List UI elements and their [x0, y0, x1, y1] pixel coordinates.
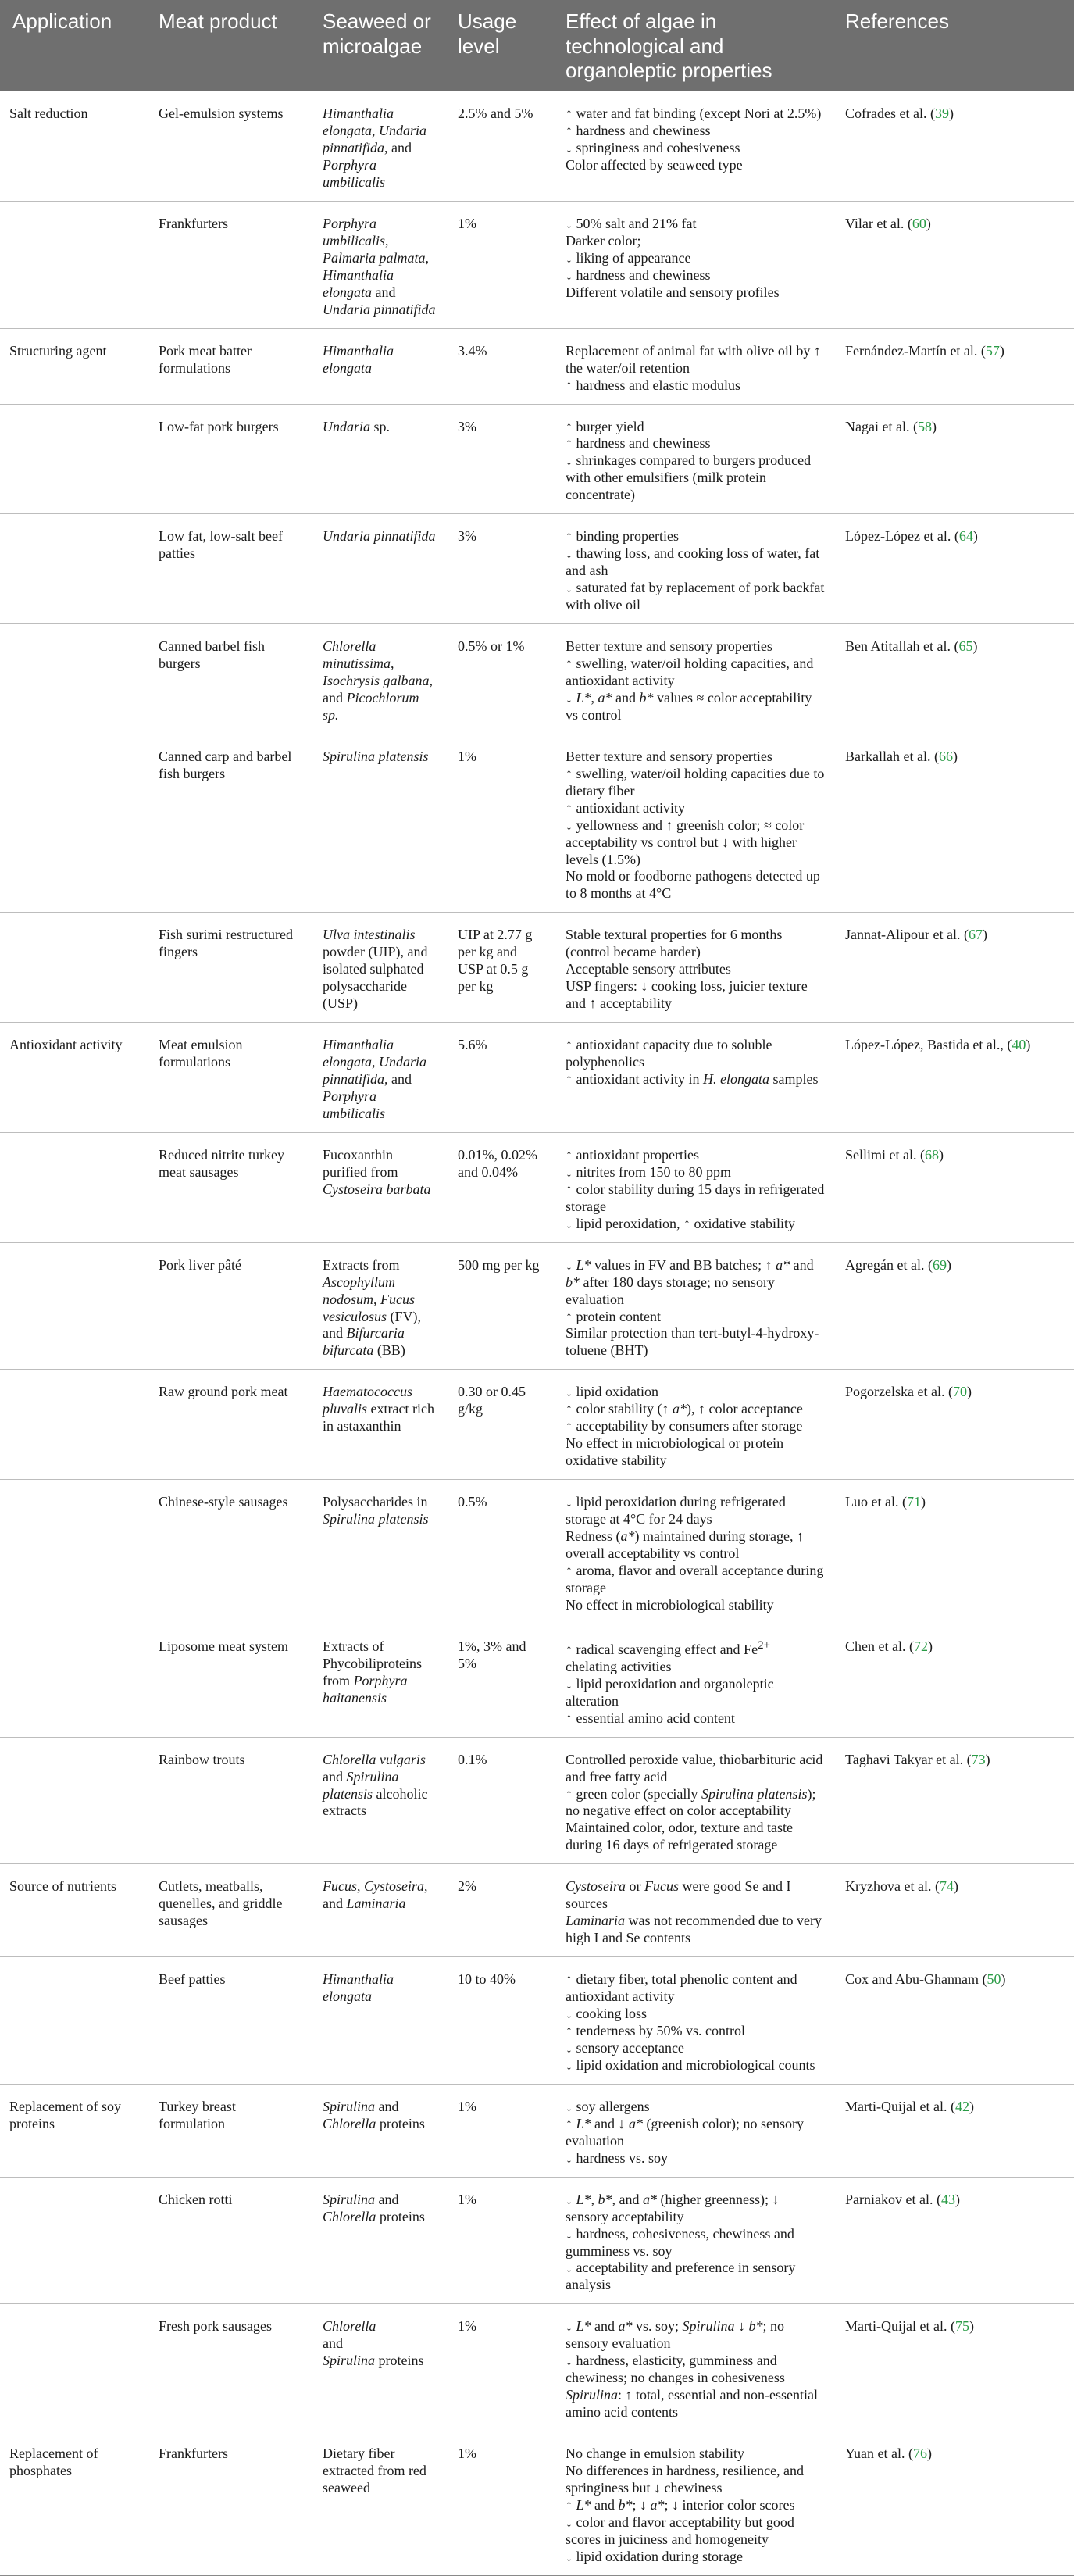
effect-line: ↑ green color (specially Spirulina platensis); no negative effect on color acceptability [566, 1785, 816, 1819]
reference-text: Vilar et al. ( [845, 215, 912, 231]
reference-close: ) [966, 1384, 972, 1400]
reference-close: ) [927, 1638, 933, 1654]
application-cell: Structuring agent [0, 328, 146, 404]
reference-close: ) [926, 2446, 932, 2462]
effect-line: ↑ hardness and chewiness [566, 123, 711, 139]
reference-cell [833, 2304, 1074, 2431]
header-meat-product: Meat product [146, 0, 310, 91]
table-row [0, 1132, 1074, 1242]
algae-cell: Ulva intestinalis powder (UIP), and isolated sulphated polysaccharide (USP) [310, 913, 445, 1023]
reference-text: Parniakov et al. ( [845, 2191, 941, 2207]
meat-product-cell: Cutlets, meatballs, quenelles, and griddle sausages [146, 1864, 310, 1957]
reference-text: Yuan et al. ( [845, 2446, 913, 2462]
effects-cell [553, 1957, 833, 2085]
effect-line: No effect in microbiological or protein oxidative stability [566, 1435, 784, 1469]
table-row [0, 1023, 1074, 1133]
table-row [0, 201, 1074, 328]
reference-text: Ben Atitallah et al. ( [845, 638, 959, 655]
table-row [0, 2304, 1074, 2431]
effects-cell [553, 1624, 833, 1737]
effects-cell [553, 1023, 833, 1133]
reference-close: ) [972, 638, 978, 655]
effect-line: ↑ antioxidant activity [566, 799, 685, 816]
reference-text: López-López et al. ( [845, 528, 959, 545]
reference-text: Nagai et al. ( [845, 418, 918, 434]
effects-cell [553, 2431, 833, 2576]
reference-close: ) [972, 528, 978, 545]
reference-link[interactable]: 50 [987, 1971, 1001, 1988]
application-cell [0, 514, 146, 624]
effect-line: Stable textural properties for 6 months (control became harder) [566, 927, 783, 960]
effect-line: ↓ lipid peroxidation during refrigerated storage at 4°C for 24 days [566, 1494, 786, 1527]
reference-close: ) [946, 1256, 951, 1273]
table-row [0, 514, 1074, 624]
algae-cell: Spirulina platensis [310, 734, 445, 913]
effects-cell [553, 91, 833, 201]
meat-product-cell: Meat emulsion formulations [146, 1023, 310, 1133]
reference-cell [833, 1242, 1074, 1370]
reference-link[interactable]: 43 [940, 2191, 955, 2207]
meat-product-cell: Canned barbel fish burgers [146, 624, 310, 734]
effects-cell [553, 1242, 833, 1370]
effects-cell [553, 1132, 833, 1242]
algae-cell: Spirulina and Chlorella proteins [310, 2084, 445, 2177]
table-row [0, 913, 1074, 1023]
usage-level-cell: 0.5% [445, 1480, 553, 1624]
effect-line: ↓ hardness, elasticity, gumminess and chewiness; no changes in cohesiveness [566, 2353, 785, 2386]
meat-product-cell: Canned carp and barbel fish burgers [146, 734, 310, 913]
application-cell [0, 1370, 146, 1480]
effect-line: ↑ antioxidant properties [566, 1146, 699, 1163]
reference-link[interactable]: 64 [958, 528, 973, 545]
meat-product-cell: Fresh pork sausages [146, 2304, 310, 2431]
effect-line: Controlled peroxide value, thiobarbituric acid and free fatty acid [566, 1751, 823, 1785]
reference-cell [833, 2177, 1074, 2304]
effects-cell [553, 328, 833, 404]
table-row [0, 734, 1074, 913]
effect-line: ↓ L* values in FV and BB batches; ↑ a* and b* after 180 days storage; no sensory evaluation [566, 1256, 814, 1307]
algae-cell: Extracts from Ascophyllum nodosum, Fucus vesiculosus (FV), and Bifurcaria bifurcata (BB) [310, 1242, 445, 1370]
reference-link[interactable]: 57 [985, 342, 1000, 359]
effect-line: ↑ burger yield [566, 418, 644, 434]
effect-line: ↑ color stability during 15 days in refrigerated storage [566, 1181, 825, 1214]
reference-cell [833, 91, 1074, 201]
reference-text: Cox and Abu-Ghannam ( [845, 1971, 987, 1988]
reference-close: ) [952, 748, 958, 764]
reference-close: ) [926, 215, 931, 231]
usage-level-cell: 0.01%, 0.02% and 0.04% [445, 1132, 553, 1242]
algae-cell: Polysaccharides in Spirulina platensis [310, 1480, 445, 1624]
algae-cell: Himanthalia elongata, Undaria pinnatifida, and Porphyra umbilicalis [310, 91, 445, 201]
header-references: References [833, 0, 1074, 91]
effect-line: ↓ saturated fat by replacement of pork backfat with olive oil [566, 580, 825, 613]
meat-product-cell: Chinese-style sausages [146, 1480, 310, 1624]
effects-cell [553, 2304, 833, 2431]
usage-level-cell: UIP at 2.77 g per kg and USP at 0.5 g per kg [445, 913, 553, 1023]
algae-cell: Spirulina and Chlorella proteins [310, 2177, 445, 2304]
reference-cell [833, 1370, 1074, 1480]
usage-level-cell: 3% [445, 514, 553, 624]
meat-product-cell: Low-fat pork burgers [146, 404, 310, 514]
effect-line: Spirulina: ↑ total, essential and non-essential amino acid contents [566, 2387, 818, 2421]
effect-line: Replacement of animal fat with olive oil by ↑ the water/oil retention [566, 342, 821, 376]
reference-text: Agregán et al. ( [845, 1256, 933, 1273]
effect-line: ↓ hardness and chewiness [566, 266, 711, 283]
reference-cell [833, 913, 1074, 1023]
effect-line: ↓ thawing loss, and cooking loss of water, fat and ash [566, 545, 820, 579]
meat-product-cell: Rainbow trouts [146, 1737, 310, 1864]
header-effect: Effect of algae in technological and organoleptic properties [553, 0, 833, 91]
reference-link[interactable]: 65 [958, 638, 973, 655]
effect-line: No effect in microbiological stability [566, 1596, 774, 1613]
effect-line: ↑ water and fat binding (except Nori at 2.5%) [566, 105, 822, 122]
algae-cell: Dietary fiber extracted from red seaweed [310, 2431, 445, 2576]
table-row [0, 1957, 1074, 2085]
effect-line: ↓ L* and a* vs. soy; Spirulina ↓ b*; no sensory evaluation [566, 2318, 785, 2352]
effect-line: ↑ swelling, water/oil holding capacities due to dietary fiber [566, 765, 825, 799]
reference-link[interactable]: 76 [912, 2446, 927, 2462]
algae-cell: Undaria pinnatifida [310, 514, 445, 624]
effect-line: ↑ aroma, flavor and overall acceptance during storage [566, 1562, 824, 1595]
effect-line: ↓ lipid peroxidation and organoleptic alteration [566, 1675, 774, 1709]
effect-line: ↓ hardness, cohesiveness, chewiness and gumminess vs. soy [566, 2225, 794, 2259]
effect-line: No change in emulsion stability [566, 2446, 744, 2462]
usage-level-cell: 1% [445, 2177, 553, 2304]
effect-line: ↓ lipid peroxidation, ↑ oxidative stability [566, 1215, 795, 1231]
effect-line: ↓ liking of appearance [566, 249, 691, 266]
reference-close: ) [953, 1878, 958, 1895]
reference-close: ) [969, 2318, 974, 2335]
algae-cell: Fucus, Cystoseira, and Laminaria [310, 1864, 445, 1957]
reference-text: Marti-Quijal et al. ( [845, 2318, 955, 2335]
algae-cell: Extracts of Phycobiliproteins from Porphyra haitanensis [310, 1624, 445, 1737]
reference-cell [833, 734, 1074, 913]
reference-text: Cofrades et al. ( [845, 105, 935, 122]
reference-link[interactable]: 66 [938, 748, 953, 764]
header-usage-level: Usage level [445, 0, 553, 91]
usage-level-cell: 3% [445, 404, 553, 514]
effect-line: ↓ L*, a* and b* values ≈ color acceptability vs control [566, 689, 812, 723]
application-cell [0, 1737, 146, 1864]
meat-product-cell: Gel-emulsion systems [146, 91, 310, 201]
table-row [0, 328, 1074, 404]
algae-cell: Fucoxanthin purified from Cystoseira barbata [310, 1132, 445, 1242]
application-cell [0, 2177, 146, 2304]
effects-cell [553, 734, 833, 913]
effect-line: Acceptable sensory attributes [566, 961, 731, 977]
reference-link[interactable]: 72 [913, 1638, 928, 1654]
effect-line: No mold or foodborne pathogens detected up to 8 months at 4°C [566, 868, 820, 902]
reference-text: Barkallah et al. ( [845, 748, 939, 764]
effect-line: ↑ L* and b*; ↓ a*; ↓ interior color scores [566, 2496, 795, 2513]
reference-cell [833, 1480, 1074, 1624]
effect-line: ↓ L*, b*, and a* (higher greenness); ↓ sensory acceptability [566, 2191, 780, 2224]
algae-cell: Haematococcus pluvalis extract rich in astaxanthin [310, 1370, 445, 1480]
reference-close: ) [938, 1146, 944, 1163]
table-row [0, 1480, 1074, 1624]
meat-product-cell: Raw ground pork meat [146, 1370, 310, 1480]
effect-line: ↑ color stability (↑ a*), ↑ color acceptance [566, 1401, 803, 1417]
effect-line: Cystoseira or Fucus were good Se and I sources [566, 1878, 791, 1912]
effect-line: ↑ radical scavenging effect and $Fe^{2+}$ chelating activities [566, 1638, 771, 1674]
usage-level-cell: 1%, 3% and 5% [445, 1624, 553, 1737]
effect-line: ↓ cooking loss [566, 2006, 648, 2022]
application-cell: Replacement of phosphates [0, 2431, 146, 2576]
table-row [0, 1737, 1074, 1864]
application-cell [0, 734, 146, 913]
reference-cell [833, 404, 1074, 514]
algae-cell: Porphyra umbilicalis, Palmaria palmata, Himanthalia elongata and Undaria pinnatifida [310, 201, 445, 328]
reference-cell [833, 1624, 1074, 1737]
reference-link[interactable]: 67 [968, 927, 983, 943]
effect-line: ↓ acceptability and preference in sensory analysis [566, 2260, 796, 2293]
meat-product-cell: Frankfurters [146, 201, 310, 328]
usage-level-cell: 1% [445, 2431, 553, 2576]
meat-product-cell: Frankfurters [146, 2431, 310, 2576]
table-row [0, 2177, 1074, 2304]
table-header [0, 0, 1074, 91]
effect-line: Similar protection than tert-butyl-4-hydroxy-toluene (BHT) [566, 1325, 819, 1359]
usage-level-cell: 0.1% [445, 1737, 553, 1864]
reference-cell [833, 2431, 1074, 2576]
application-cell [0, 404, 146, 514]
effect-line: Darker color; [566, 232, 641, 248]
effect-line: ↓ lipid oxidation [566, 1384, 658, 1400]
reference-cell [833, 1864, 1074, 1957]
effects-cell [553, 2177, 833, 2304]
usage-level-cell: 1% [445, 2084, 553, 2177]
effects-cell [553, 1370, 833, 1480]
table-row [0, 624, 1074, 734]
application-cell [0, 1624, 146, 1737]
usage-level-cell: 2.5% and 5% [445, 91, 553, 201]
application-cell [0, 1132, 146, 1242]
effect-line: ↓ shrinkages compared to burgers produced with other emulsifiers (milk protein concentrate) [566, 452, 812, 503]
effects-cell [553, 2084, 833, 2177]
reference-close: ) [948, 105, 954, 122]
reference-link[interactable]: 69 [932, 1256, 947, 1273]
application-cell [0, 2304, 146, 2431]
effect-line: ↑ protein content [566, 1308, 661, 1324]
reference-text: Sellimi et al. ( [845, 1146, 925, 1163]
meat-product-cell: Low fat, low-salt beef patties [146, 514, 310, 624]
reference-text: López-López, Bastida et al., ( [845, 1037, 1012, 1053]
reference-link[interactable]: 58 [917, 418, 932, 434]
algae-cell: Undaria sp. [310, 404, 445, 514]
reference-link[interactable]: 68 [924, 1146, 939, 1163]
application-cell [0, 201, 146, 328]
usage-level-cell: 2% [445, 1864, 553, 1957]
effects-cell [553, 404, 833, 514]
effect-line: ↓ yellowness and ↑ greenish color; ≈ color acceptability vs control but ↓ with higher levels (1.5%) [566, 816, 805, 867]
algae-cell: Chlorella and Spirulina proteins [310, 2304, 445, 2431]
effect-line: Redness (a*) maintained during storage, ↑ overall acceptability vs control [566, 1528, 804, 1562]
application-cell [0, 913, 146, 1023]
meat-product-cell: Pork meat batter formulations [146, 328, 310, 404]
header-row [0, 0, 1074, 91]
effect-line: ↓ sensory acceptance [566, 2039, 684, 2056]
reference-close: ) [985, 1751, 990, 1767]
reference-link[interactable]: 40 [1012, 1037, 1026, 1053]
effect-line: Maintained color, odor, texture and taste during 16 days of refrigerated storage [566, 1820, 793, 1853]
header-application: Application [0, 0, 146, 91]
reference-cell [833, 201, 1074, 328]
meat-product-cell: Liposome meat system [146, 1624, 310, 1737]
usage-level-cell: 1% [445, 2304, 553, 2431]
application-cell: Salt reduction [0, 91, 146, 201]
reference-close: ) [954, 2191, 960, 2207]
reference-text: Chen et al. ( [845, 1638, 914, 1654]
reference-cell [833, 2084, 1074, 2177]
reference-cell [833, 328, 1074, 404]
effect-line: ↓ nitrites from 150 to 80 ppm [566, 1163, 731, 1180]
reference-cell [833, 1023, 1074, 1133]
usage-level-cell: 500 mg per kg [445, 1242, 553, 1370]
effect-line: Better texture and sensory properties [566, 748, 772, 764]
reference-text: Fernández-Martín et al. ( [845, 342, 986, 359]
effects-cell [553, 913, 833, 1023]
usage-level-cell: 5.6% [445, 1023, 553, 1133]
reference-link[interactable]: 60 [912, 215, 926, 231]
effect-line: ↑ hardness and chewiness [566, 435, 711, 452]
reference-close: ) [920, 1494, 926, 1510]
reference-text: Jannat-Alipour et al. ( [845, 927, 969, 943]
application-cell [0, 1242, 146, 1370]
reference-link[interactable]: 74 [939, 1878, 954, 1895]
meat-product-cell: Chicken rotti [146, 2177, 310, 2304]
table-row [0, 2431, 1074, 2576]
effects-cell [553, 514, 833, 624]
application-cell: Antioxidant activity [0, 1023, 146, 1133]
reference-text: Luo et al. ( [845, 1494, 907, 1510]
reference-link[interactable]: 73 [971, 1751, 986, 1767]
reference-link[interactable]: 39 [934, 105, 949, 122]
reference-text: Marti-Quijal et al. ( [845, 2098, 955, 2114]
usage-level-cell: 1% [445, 201, 553, 328]
effect-line: ↓ lipid oxidation and microbiological counts [566, 2056, 815, 2073]
effect-line: ↑ antioxidant activity in H. elongata samples [566, 1071, 819, 1088]
effect-line: ↓ 50% salt and 21% fat [566, 215, 697, 231]
effect-line: ↑ acceptability by consumers after storage [566, 1418, 803, 1434]
effect-line: ↓ springiness and cohesiveness [566, 140, 740, 156]
table-row [0, 2084, 1074, 2177]
reference-link[interactable]: 42 [954, 2098, 969, 2114]
effects-cell [553, 1480, 833, 1624]
meat-product-cell: Turkey breast formulation [146, 2084, 310, 2177]
reference-close: ) [1001, 1971, 1006, 1988]
effects-cell [553, 624, 833, 734]
effect-line: ↑ L* and ↓ a* (greenish color); no sensory evaluation [566, 2115, 804, 2149]
effect-line: Different volatile and sensory profiles [566, 284, 780, 300]
effect-line: Color affected by seaweed type [566, 157, 743, 173]
header-seaweed: Seaweed or microalgae [310, 0, 445, 91]
application-cell: Source of nutrients [0, 1864, 146, 1957]
application-cell [0, 624, 146, 734]
table-row [0, 91, 1074, 201]
effect-line: ↓ soy allergens [566, 2098, 650, 2114]
effects-cell [553, 1737, 833, 1864]
reference-link[interactable]: 75 [954, 2318, 969, 2335]
application-cell [0, 1480, 146, 1624]
reference-text: Taghavi Takyar et al. ( [845, 1751, 972, 1767]
usage-level-cell: 0.30 or 0.45 g/kg [445, 1370, 553, 1480]
meat-product-cell: Fish surimi restructured fingers [146, 913, 310, 1023]
table-body [0, 91, 1074, 2575]
effects-cell [553, 1864, 833, 1957]
reference-cell [833, 1132, 1074, 1242]
table-row [0, 404, 1074, 514]
usage-level-cell: 10 to 40% [445, 1957, 553, 2085]
table-row [0, 1242, 1074, 1370]
usage-level-cell: 0.5% or 1% [445, 624, 553, 734]
usage-level-cell: 1% [445, 734, 553, 913]
reference-link[interactable]: 70 [952, 1384, 967, 1400]
meat-product-cell: Pork liver pâté [146, 1242, 310, 1370]
effect-line: ↑ dietary fiber, total phenolic content and antioxidant activity [566, 1971, 797, 2005]
reference-close: ) [982, 927, 987, 943]
algae-cell: Himanthalia elongata [310, 1957, 445, 2085]
effect-line: No differences in hardness, resilience, and springiness but ↓ chewiness [566, 2463, 805, 2496]
effect-line: ↑ hardness and elastic modulus [566, 377, 740, 393]
algae-cell: Chlorella minutissima, Isochrysis galbana, and Picochlorum sp. [310, 624, 445, 734]
reference-close: ) [1026, 1037, 1031, 1053]
effect-line: ↑ tenderness by 50% vs. control [566, 2022, 745, 2038]
table-row [0, 1864, 1074, 1957]
effect-line: ↑ essential amino acid content [566, 1710, 735, 1726]
reference-text: Pogorzelska et al. ( [845, 1384, 953, 1400]
reference-link[interactable]: 71 [906, 1494, 921, 1510]
meat-product-cell: Beef patties [146, 1957, 310, 2085]
effect-line: Better texture and sensory properties [566, 638, 772, 655]
reference-close: ) [999, 342, 1004, 359]
effect-line: USP fingers: ↓ cooking loss, juicier texture and ↑ acceptability [566, 978, 808, 1012]
reference-cell [833, 624, 1074, 734]
algae-cell: Himanthalia elongata [310, 328, 445, 404]
reference-close: ) [969, 2098, 974, 2114]
effect-line: ↓ color and flavor acceptability but good scores in juiciness and homogeneity [566, 2513, 794, 2547]
reference-cell [833, 1737, 1074, 1864]
effect-line: Laminaria was not recommended due to very high I and Se contents [566, 1913, 822, 1946]
effect-line: ↓ hardness vs. soy [566, 2149, 668, 2166]
table-row [0, 1624, 1074, 1737]
table-row [0, 1370, 1074, 1480]
algae-cell: Chlorella vulgaris and Spirulina platensis alcoholic extracts [310, 1737, 445, 1864]
algae-cell: Himanthalia elongata, Undaria pinnatifida, and Porphyra umbilicalis [310, 1023, 445, 1133]
reference-cell [833, 1957, 1074, 2085]
reference-cell [833, 514, 1074, 624]
application-cell: Replacement of soy proteins [0, 2084, 146, 2177]
reference-close: ) [931, 418, 937, 434]
effect-line: ↑ swelling, water/oil holding capacities, and antioxidant activity [566, 655, 814, 688]
meat-product-cell: Reduced nitrite turkey meat sausages [146, 1132, 310, 1242]
reference-text: Kryzhova et al. ( [845, 1878, 940, 1895]
effects-cell [553, 201, 833, 328]
effect-line: ↑ binding properties [566, 528, 679, 545]
effect-line: ↑ antioxidant capacity due to soluble polyphenolics [566, 1037, 772, 1070]
application-cell [0, 1957, 146, 2085]
effect-line: ↓ lipid oxidation during storage [566, 2548, 743, 2564]
usage-level-cell: 3.4% [445, 328, 553, 404]
